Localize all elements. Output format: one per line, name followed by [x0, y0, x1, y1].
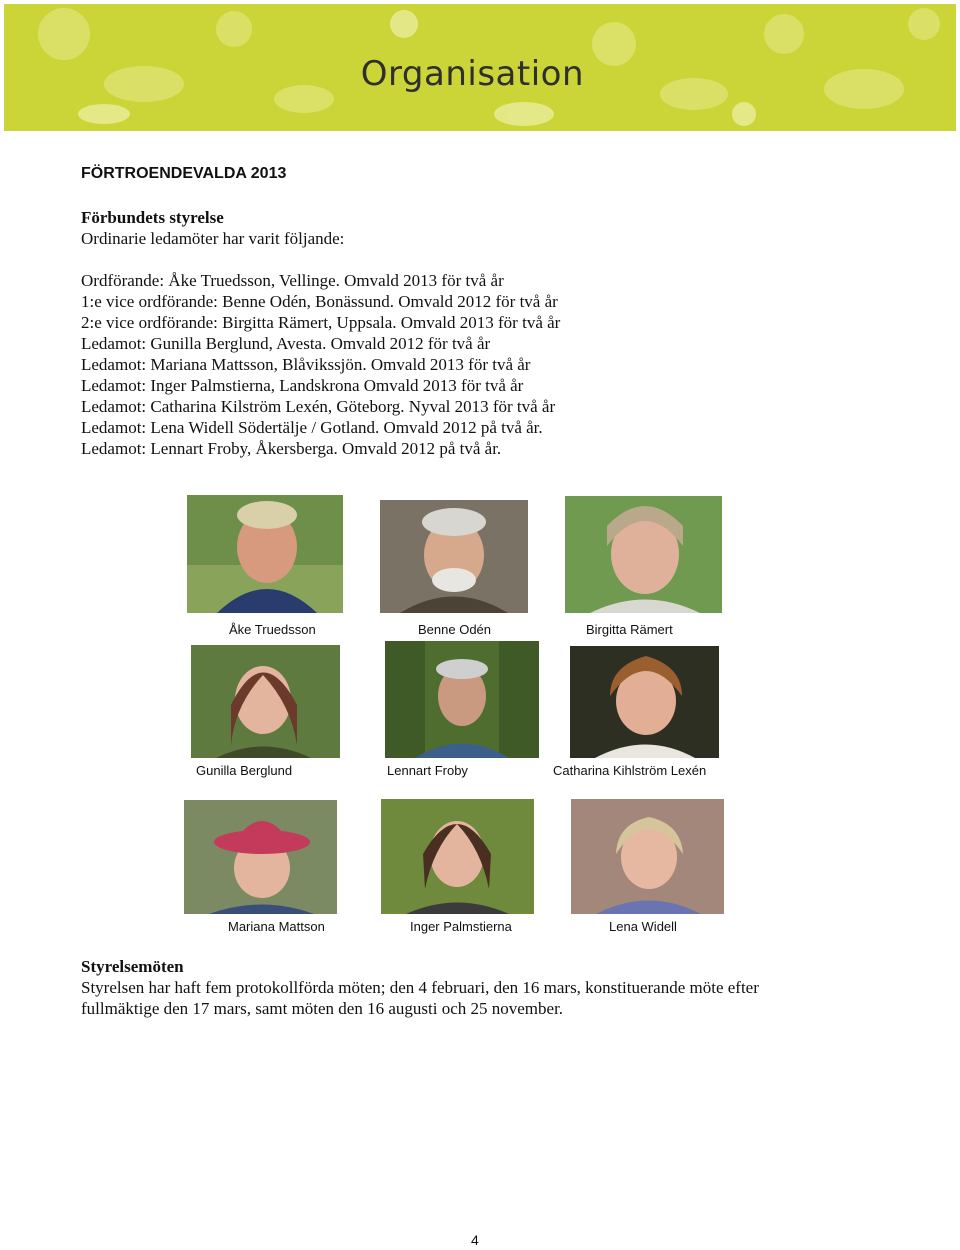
member-line: 2:e vice ordförande: Birgitta Rämert, Uppsala. Omvald 2013 för två år [81, 313, 561, 332]
member-line: 1:e vice ordförande: Benne Odén, Bonässund. Omvald 2012 för två år [81, 292, 558, 311]
member-line: Ledamot: Gunilla Berglund, Avesta. Omvald 2012 för två år [81, 334, 491, 353]
photo-caption: Åke Truedsson [229, 622, 316, 637]
portrait-photo [187, 495, 343, 613]
photo-caption: Inger Palmstierna [410, 919, 512, 934]
photo-caption: Birgitta Rämert [586, 622, 673, 637]
member-line: Ordförande: Åke Truedsson, Vellinge. Omvald 2013 för två år [81, 271, 504, 290]
section-heading: FÖRTROENDEVALDA 2013 [81, 165, 287, 182]
member-line: Ledamot: Lena Widell Södertälje / Gotland. Omvald 2012 på två år. [81, 418, 543, 437]
portrait-photo [570, 646, 719, 758]
member-line: Ledamot: Mariana Mattsson, Blåvikssjön. Omvald 2013 för två år [81, 355, 531, 374]
meetings-text: fullmäktige den 17 mars, samt möten den 16 augusti och 25 november. [81, 999, 564, 1018]
board-subheading: Förbundets styrelse [81, 208, 224, 227]
member-line: Ledamot: Catharina Kilström Lexén, Göteborg. Nyval 2013 för två år [81, 397, 556, 416]
photo-caption: Benne Odén [418, 622, 492, 637]
header-banner [4, 4, 956, 131]
board-intro: Ordinarie ledamöter har varit följande: [81, 229, 345, 248]
board-section [81, 207, 901, 459]
page-number: 4 [471, 1232, 479, 1248]
member-line: Ledamot: Inger Palmstierna, Landskrona Omvald 2013 för två år [81, 376, 524, 395]
banner-title: Organisation [360, 54, 584, 94]
photo-caption: Catharina Kihlström Lexén [553, 763, 707, 778]
portrait-photo [184, 800, 337, 914]
member-line: Ledamot: Lennart Froby, Åkersberga. Omvald 2012 på två år. [81, 439, 502, 458]
meetings-text: Styrelsen har haft fem protokollförda möten; den 4 februari, den 16 mars, konstituerande möte efter [81, 978, 759, 997]
photo-caption: Mariana Mattson [228, 919, 325, 934]
photo-caption: Lennart Froby [387, 763, 468, 778]
portrait-photo [380, 500, 528, 613]
portrait-photo [565, 496, 722, 613]
portrait-photo [191, 645, 340, 758]
meetings-section [81, 956, 881, 1019]
portrait-photo [385, 641, 539, 758]
photo-caption: Lena Widell [609, 919, 677, 934]
meetings-subheading: Styrelsemöten [81, 957, 184, 976]
portrait-photo [571, 799, 724, 914]
portrait-photo [381, 799, 534, 914]
photo-caption: Gunilla Berglund [196, 763, 293, 778]
